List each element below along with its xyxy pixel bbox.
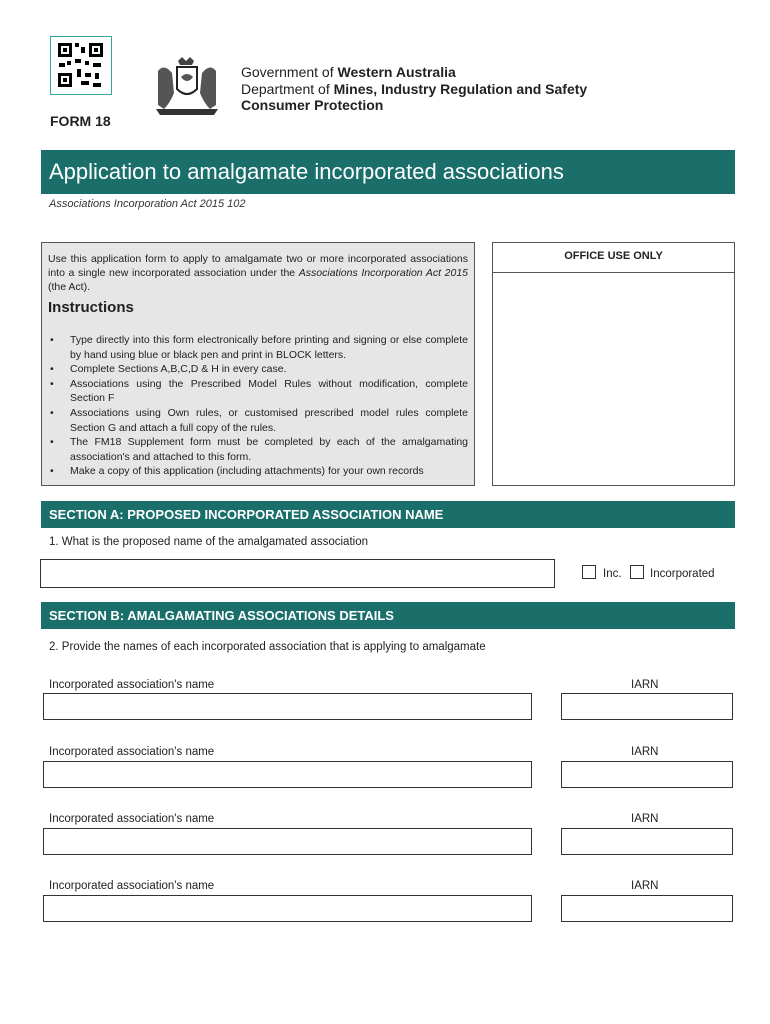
bullet-icon: • (50, 377, 54, 390)
instruction-text: The FM18 Supplement form must be completed by each of the amalgamating association's and attached to this form. (70, 436, 468, 463)
iarn-label: IARN (631, 746, 659, 758)
instruction-item (48, 406, 468, 435)
intro-text: Use this application form to apply to amalgamate two or more incorporated associations into a single new incorporated association under the (48, 253, 468, 279)
inc-checkbox[interactable] (582, 565, 596, 579)
iarn-label: IARN (631, 813, 659, 825)
gov-line1-prefix: Government of (241, 64, 338, 80)
instruction-item (48, 464, 468, 479)
instructions-intro (48, 252, 468, 294)
instruction-text: Complete Sections A,B,C,D & H in every case. (70, 363, 287, 376)
instruction-item (48, 362, 468, 377)
incorporated-label: Incorporated (650, 568, 715, 580)
proposed-name-field[interactable] (40, 559, 555, 588)
association-name-input[interactable] (44, 762, 531, 787)
intro-text-end: (the Act). (48, 281, 91, 293)
form-number: FORM 18 (50, 113, 111, 129)
iarn-label: IARN (631, 679, 659, 691)
government-heading (241, 64, 587, 114)
iarn-label: IARN (631, 880, 659, 892)
iarn-input[interactable] (562, 829, 732, 854)
association-name-label: Incorporated association's name (49, 880, 215, 892)
instruction-text: Type directly into this form electronically before printing and signing or else complete by hand using blue or black pen and print in BLOCK letters. (70, 334, 468, 361)
association-name-label: Incorporated association's name (49, 746, 215, 758)
iarn-input[interactable] (562, 896, 732, 921)
bullet-icon: • (50, 363, 54, 376)
instructions-list (48, 333, 468, 479)
association-name-input[interactable] (44, 694, 531, 719)
question-1: 1. What is the proposed name of the amalgamated association (49, 536, 368, 548)
iarn-field[interactable] (561, 761, 733, 788)
instruction-item (48, 377, 468, 406)
association-name-input[interactable] (44, 896, 531, 921)
iarn-field[interactable] (561, 828, 733, 855)
bullet-icon: • (50, 465, 54, 478)
bullet-icon: • (50, 436, 54, 449)
qr-code (50, 36, 112, 95)
gov-line3: Consumer Protection (241, 97, 384, 113)
association-name-field[interactable] (43, 895, 532, 922)
gov-line2-bold: Mines, Industry Regulation and Safety (333, 80, 588, 97)
association-name-label: Incorporated association's name (49, 813, 215, 825)
office-use-heading: OFFICE USE ONLY (564, 250, 663, 262)
office-use-box (492, 242, 735, 486)
association-name-label: Incorporated association's name (49, 679, 215, 691)
association-name-field[interactable] (43, 828, 532, 855)
bullet-icon: • (50, 406, 54, 419)
instruction-text: Associations using Own rules, or customised prescribed model rules complete Section G and attach a full copy of the rules. (70, 406, 468, 434)
iarn-field[interactable] (561, 693, 733, 720)
gov-line1-bold: Western Australia (337, 64, 456, 80)
instruction-item (48, 333, 468, 362)
question-2: 2. Provide the names of each incorporated association that is applying to amalgamate (49, 641, 486, 653)
proposed-name-input[interactable] (41, 560, 554, 587)
bullet-icon: • (50, 334, 54, 346)
instruction-item (48, 435, 468, 464)
instructions-heading: Instructions (48, 299, 134, 316)
association-name-field[interactable] (43, 761, 532, 788)
iarn-input[interactable] (562, 694, 732, 719)
page-title: Application to amalgamate incorporated associations (41, 150, 735, 194)
inc-label: Inc. (603, 568, 622, 580)
association-name-field[interactable] (43, 693, 532, 720)
instruction-text: Associations using the Prescribed Model Rules without modification, complete Section F (70, 377, 468, 405)
incorporated-checkbox[interactable] (630, 565, 644, 579)
divider (492, 272, 735, 273)
iarn-input[interactable] (562, 762, 732, 787)
coat-of-arms-logo (148, 55, 226, 119)
iarn-field[interactable] (561, 895, 733, 922)
section-b-heading: SECTION B: AMALGAMATING ASSOCIATIONS DETAILS (41, 602, 735, 629)
act-reference: Associations Incorporation Act 2015 102 (49, 198, 246, 210)
instruction-text: Make a copy of this application (including attachments) for your own records (70, 465, 424, 478)
gov-line2-prefix: Department of (241, 80, 334, 97)
association-name-input[interactable] (44, 829, 531, 854)
intro-act-name: Associations Incorporation Act 2015 (298, 267, 469, 279)
section-a-heading: SECTION A: PROPOSED INCORPORATED ASSOCIATION NAME (41, 501, 735, 528)
